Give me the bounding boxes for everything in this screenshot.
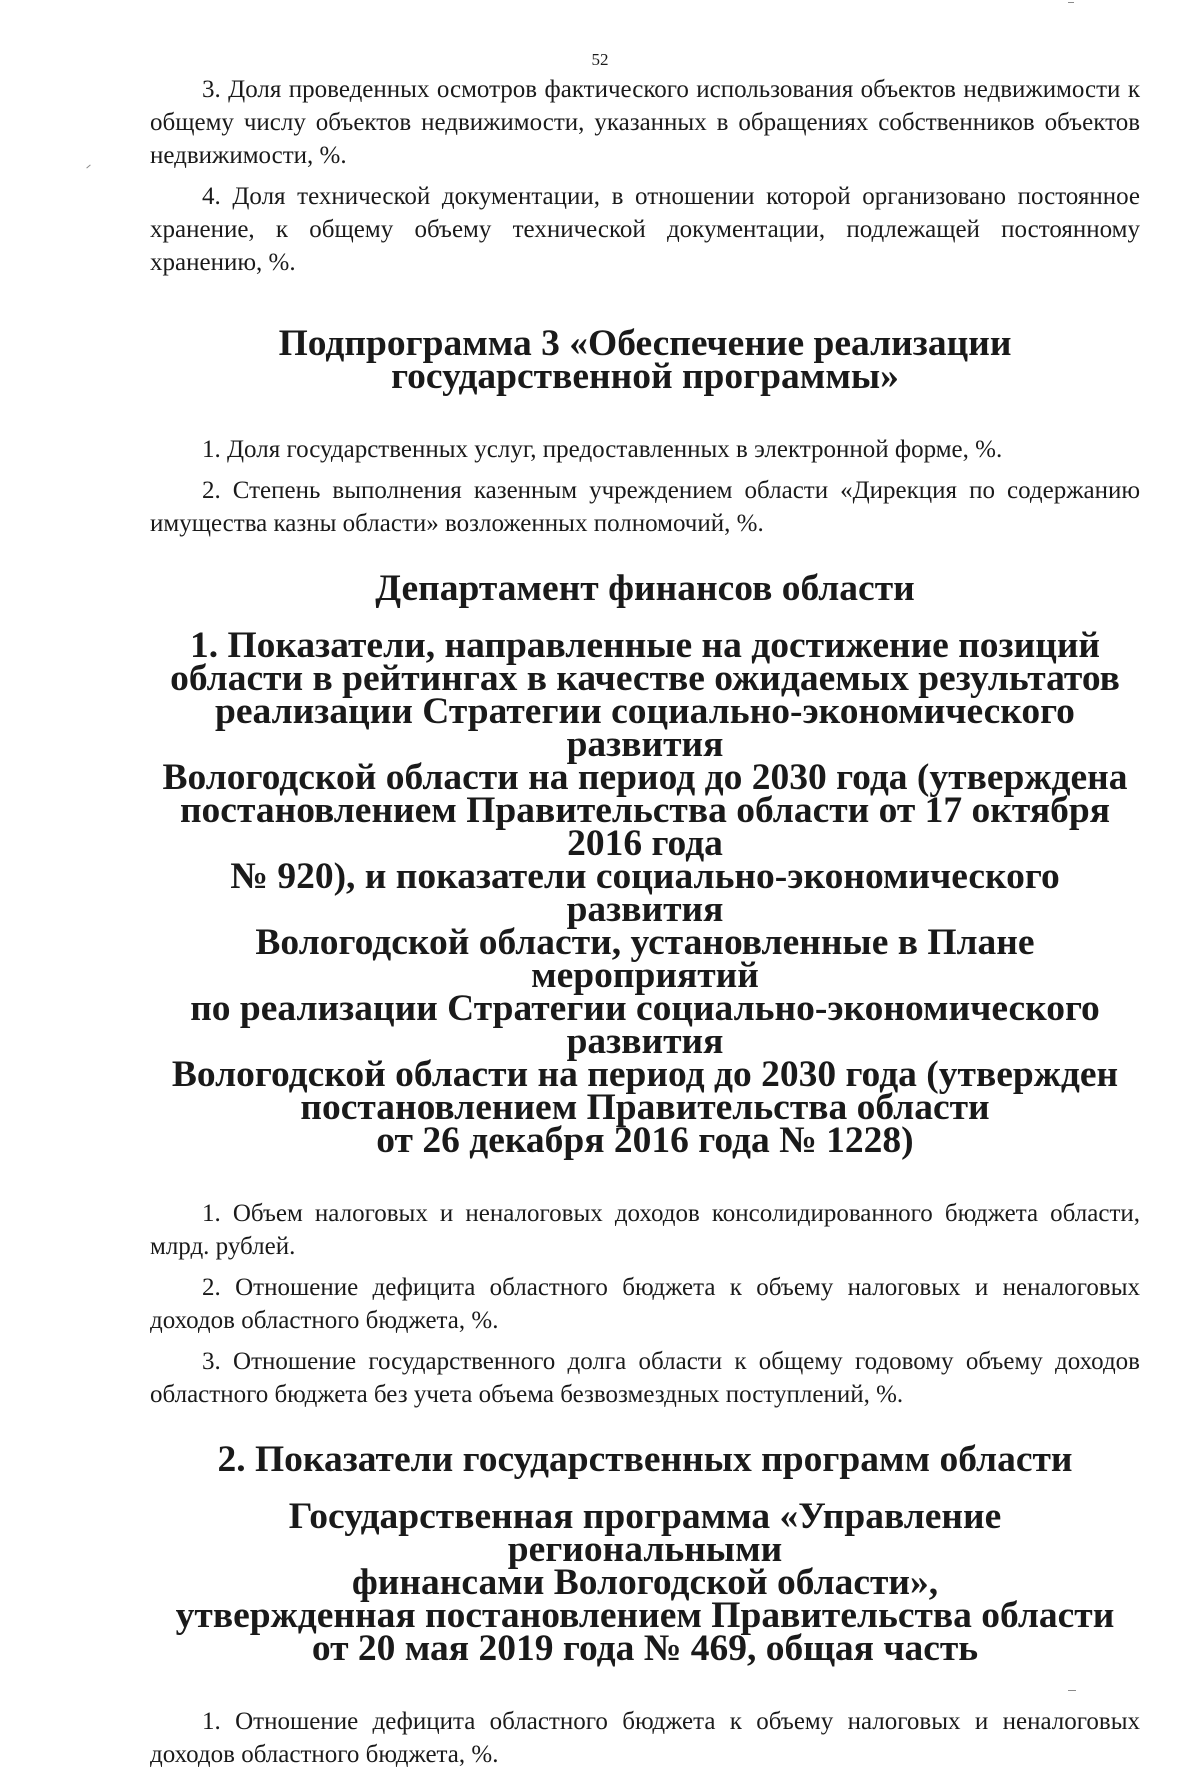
paragraph-debt-ratio: 3. Отношение государственного долга области к общему годовому объему доходов областного бюджета без учета объема безвозмездных поступлений, %. bbox=[150, 1348, 1140, 1408]
document-body bbox=[150, 73, 1140, 1779]
paragraph-share-inspections: 3. Доля проведенных осмотров фактического использования объектов недвижимости к общему числу объектов недвижимости, указанных в обращениях собственников объектов недвижимости, %. bbox=[150, 76, 1140, 169]
scan-artifact-mark bbox=[1068, 1690, 1076, 1691]
page-number: 52 bbox=[591, 50, 609, 69]
paragraph-treasury-directorate: 2. Степень выполнения казенным учреждением области «Дирекция по содержанию имущества казны области» возложенных полномочий, %. bbox=[150, 477, 1140, 537]
section-2-heading: 2. Показатели государственных программ области bbox=[217, 1439, 1073, 1480]
heading-line: государственной программы» bbox=[391, 356, 899, 397]
heading-line: Государственная программа «Управление региональными bbox=[288, 1496, 1002, 1570]
heading-line: области в рейтингах в качестве ожидаемых результатов bbox=[170, 658, 1120, 699]
paragraph-share-tech-docs: 4. Доля технической документации, в отношении которой организовано постоянное хранение, к общему объему технической документации, подлежащей постоянному хранению, %. bbox=[150, 183, 1140, 276]
subprogram-3-heading bbox=[150, 323, 1140, 397]
department-heading: Департамент финансов области bbox=[375, 568, 915, 609]
paragraph-electronic-services: 1. Доля государственных услуг, предоставленных в электронной форме, %. bbox=[202, 436, 1003, 463]
scan-artifact-mark bbox=[86, 165, 90, 169]
paragraph-program-deficit-ratio: 1. Отношение дефицита областного бюджета к объему налоговых и неналоговых доходов областного бюджета, %. bbox=[150, 1708, 1140, 1768]
paragraph-tax-revenue: 1. Объем налоговых и неналоговых доходов консолидированного бюджета области, млрд. рублей. bbox=[150, 1200, 1140, 1260]
heading-line: 1. Показатели, направленные на достижение позиций bbox=[189, 625, 1101, 666]
heading-line: Вологодской области, установленные в Плане мероприятий bbox=[255, 922, 1035, 996]
heading-line: постановлением Правительства области bbox=[300, 1087, 990, 1128]
paragraph-deficit-ratio: 2. Отношение дефицита областного бюджета к объему налоговых и неналоговых доходов областного бюджета, %. bbox=[150, 1274, 1140, 1334]
state-program-heading bbox=[150, 1496, 1140, 1669]
heading-line: утвержденная постановлением Правительства области bbox=[175, 1595, 1115, 1636]
heading-line: № 920), и показатели социально-экономического развития bbox=[230, 856, 1060, 930]
heading-line: постановлением Правительства области от 17 октября 2016 года bbox=[179, 790, 1111, 864]
heading-line: Вологодской области на период до 2030 года (утвержден bbox=[171, 1054, 1119, 1095]
heading-line: от 20 мая 2019 года № 469, общая часть bbox=[311, 1628, 979, 1669]
heading-line: финансами Вологодской области», bbox=[351, 1562, 939, 1603]
heading-line: от 26 декабря 2016 года № 1228) bbox=[376, 1120, 914, 1161]
section-1-heading bbox=[150, 625, 1140, 1161]
heading-line: реализации Стратегии социально-экономического развития bbox=[215, 691, 1075, 765]
heading-line: Вологодской области на период до 2030 года (утверждена bbox=[162, 757, 1128, 798]
heading-line: Подпрограмма 3 «Обеспечение реализации bbox=[278, 323, 1012, 364]
heading-line: по реализации Стратегии социально-экономического развития bbox=[190, 988, 1100, 1062]
scan-artifact-mark bbox=[1068, 2, 1074, 3]
